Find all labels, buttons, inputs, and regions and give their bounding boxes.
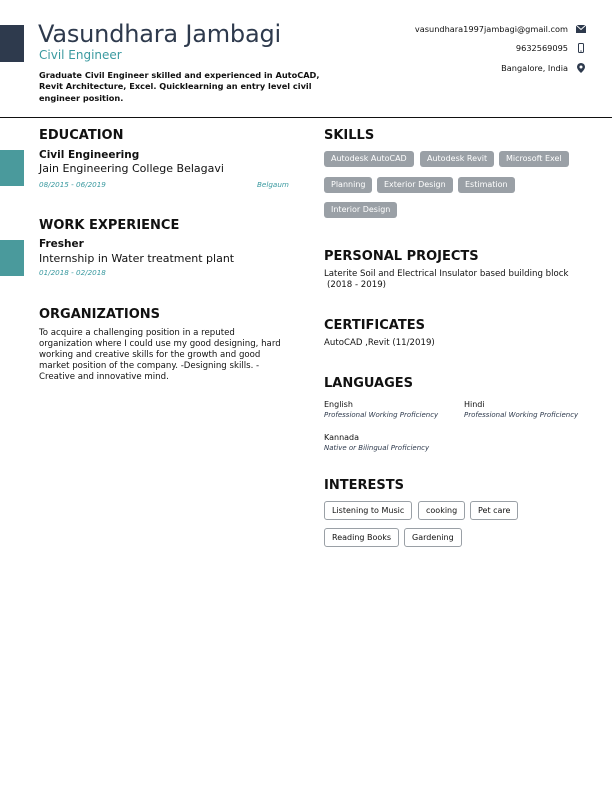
email-text[interactable]: vasundhara1997jambagi@gmail.com [414, 24, 568, 34]
education-degree: Civil Engineering [39, 149, 140, 161]
contact-email[interactable] [415, 23, 586, 35]
skills-title: SKILLS [324, 128, 375, 143]
skill-tag: Interior Design [324, 202, 397, 218]
location-text: Bangalore, India [501, 63, 568, 73]
work-dates: 01/2018 - 02/2018 [39, 268, 106, 277]
education-school: Jain Engineering College Belagavi [39, 162, 224, 175]
phone-icon [576, 43, 586, 53]
organizations-title: ORGANIZATIONS [39, 307, 160, 322]
organizations-text: To acquire a challenging position in a reputed organization where I could use my good designing, hard working and creative skills for the growth and good market position of the company. -Designing skills. -Creative and innovative mind. [39, 328, 281, 382]
location-pin-icon [576, 63, 586, 73]
language-level: Professional Working Proficiency [464, 411, 579, 419]
skill-tag: Autodesk AutoCAD [324, 151, 414, 167]
education-title: EDUCATION [39, 128, 124, 143]
header-divider [0, 117, 612, 118]
envelope-icon [576, 24, 586, 34]
work-accent-bar [0, 240, 24, 276]
language-name: Kannada [324, 433, 360, 442]
project-dates: (2018 - 2019) [327, 280, 387, 290]
interest-tag: Pet care [470, 501, 518, 520]
interest-tag: Gardening [404, 528, 462, 547]
interest-tag: cooking [418, 501, 465, 520]
candidate-role: Civil Engineer [39, 48, 122, 62]
skill-tag: Planning [324, 177, 372, 193]
language-level: Native or Bilingual Proficiency [324, 444, 430, 452]
language-level: Professional Working Proficiency [324, 411, 439, 419]
language-name: Hindi [464, 400, 485, 409]
work-description: Internship in Water treatment plant [39, 252, 235, 265]
certificates-title: CERTIFICATES [324, 318, 425, 333]
skill-tag: Microsoft Exel [499, 151, 569, 167]
candidate-name: Vasundhara Jambagi [38, 20, 281, 48]
interest-tag: Reading Books [324, 528, 399, 547]
skill-tag: Autodesk Revit [420, 151, 494, 167]
interests-title: INTERESTS [324, 478, 404, 493]
contact-location [501, 62, 586, 74]
work-position: Fresher [39, 238, 84, 250]
language-name: English [324, 400, 353, 409]
education-location: Belgaum [257, 180, 289, 189]
profile-summary: Graduate Civil Engineer skilled and experienced in AutoCAD, Revit Architecture, Excel. Quicklearning an entry level civil engineer position. [39, 70, 320, 103]
header-accent-bar [0, 25, 24, 62]
certificate-item: AutoCAD ,Revit (11/2019) [324, 338, 435, 348]
skill-tag: Estimation [458, 177, 515, 193]
project-name: Laterite Soil and Electrical Insulator based building block [324, 269, 569, 279]
education-accent-bar [0, 150, 24, 186]
languages-title: LANGUAGES [324, 376, 414, 391]
education-dates: 08/2015 - 06/2019 [39, 180, 106, 189]
contact-phone[interactable] [516, 42, 586, 54]
interest-tag: Listening to Music [324, 501, 412, 520]
phone-text[interactable]: 9632569095 [515, 43, 568, 53]
work-title: WORK EXPERIENCE [39, 218, 180, 233]
skill-tag: Exterior Design [377, 177, 453, 193]
projects-title: PERSONAL PROJECTS [324, 249, 479, 264]
